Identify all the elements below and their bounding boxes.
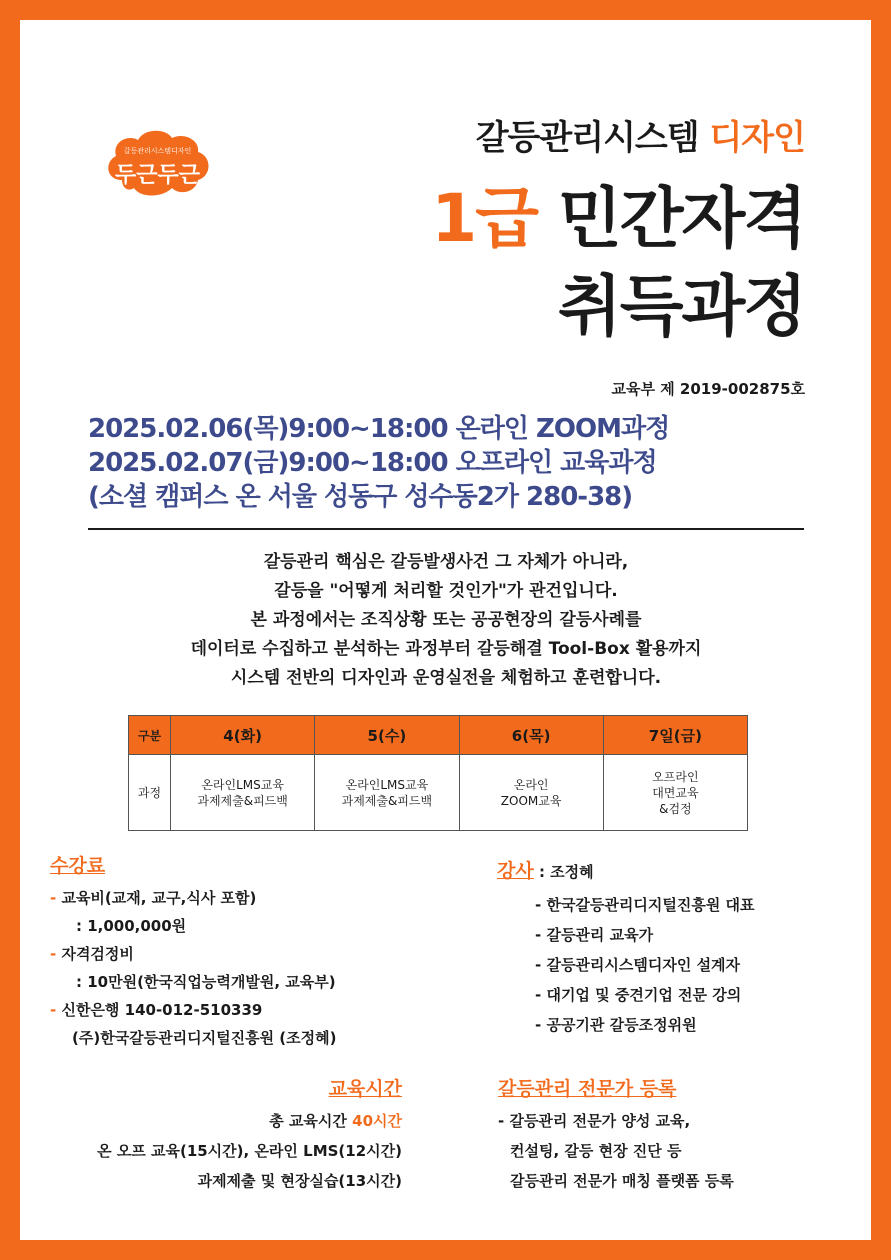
fee-item [50,912,450,940]
intro-paragraph [88,548,804,693]
fee-item-text: (주)한국갈등관리디지털진흥원 (조정혜) [72,1029,337,1047]
hours-line: 온 오프 교육(15시간), 온라인 LMS(12시간) [97,1142,402,1160]
list-item: - 공공기관 갈등조정위원 [535,1016,697,1034]
intro-line: 데이터로 수집하고 분석하는 과정부터 갈등해결 Tool-Box 활용까지 [190,639,702,659]
schedule-header-cell: 6(목) [459,716,603,755]
schedule-cell [315,755,459,831]
schedule-row-label: 과정 [129,755,171,831]
main-title-accent: 1급 [431,180,537,257]
logo-caption: 갈등관리시스템디자인 [123,147,192,155]
intro-line: 갈등관리 핵심은 갈등발생사건 그 자체가 아니라, [263,552,629,572]
brand-logo [100,122,215,204]
expert-title: 갈등관리 전문가 등록 [498,1078,677,1100]
schedule-header-cell: 7일(금) [603,716,747,755]
hours-section [50,1074,402,1196]
list-item: - 대기업 및 중견기업 전문 강의 [535,986,742,1004]
schedule-header-cell: 4(화) [171,716,315,755]
schedule-header-cell: 구분 [129,716,171,755]
fee-section [50,852,450,1052]
subtitle-accent: 디자인 [709,118,805,158]
instructor-section [497,856,857,1040]
main-title-line2: 취득과정 [557,268,805,345]
instructor-name: : 조정혜 [533,863,594,881]
instructor-title: 강사 [497,860,534,882]
poster [20,20,871,1240]
instructor-head [497,856,857,887]
fee-item-text: 신한은행 140-012-510339 [61,1001,263,1019]
list-item: - 한국갈등관리디지털진흥원 대표 [535,896,755,914]
cell-line: 과제제출&피드백 [197,793,288,808]
main-title-line1-rest: 민간자격 [557,180,805,257]
date-line-online: 2025.02.06(목)9:00~18:00 온라인 ZOOM과정 [88,414,670,444]
fee-item [50,968,450,996]
schedule-dates [88,412,808,514]
divider [88,528,804,530]
hours-total-label: 총 교육시간 [269,1112,353,1130]
hours-total-value: 40시간 [352,1112,402,1130]
schedule-cell [171,755,315,831]
subtitle-text: 갈등관리시스템 [475,118,699,158]
expert-line: 갈등관리 전문가 매칭 플랫폼 등록 [510,1172,734,1190]
cell-line: 온라인LMS교육 [201,777,284,792]
fee-title: 수강료 [50,855,106,877]
list-item: - 갈등관리시스템디자인 설계자 [535,956,741,974]
hours-line: 과제제출 및 현장실습(13시간) [197,1172,402,1190]
schedule-table [128,715,748,831]
list-item: - 갈등관리 교육가 [535,926,654,944]
cell-line: 오프라인 [652,769,699,784]
schedule-header-cell: 5(수) [315,716,459,755]
main-title [431,175,805,351]
dash: - [50,945,62,963]
fee-item [50,940,450,968]
cell-line: 온라인LMS교육 [345,777,429,792]
intro-line: 본 과정에서는 조직상황 또는 공공현장의 갈등사례를 [250,610,642,630]
main-title-line1 [431,175,805,263]
schedule-cell [459,755,603,831]
cell-line: 온라인 [513,777,549,792]
schedule-header-row [129,716,748,755]
schedule-cell [603,755,747,831]
fee-item-text: 교육비(교재, 교구,식사 포함) [61,889,257,907]
fee-item [50,996,450,1024]
fee-item [50,884,450,912]
intro-line: 시스템 전반의 디자인과 운영실전을 체험하고 훈련합니다. [230,668,662,688]
dash: - [50,889,62,907]
subtitle [476,110,805,159]
fee-item [50,1024,450,1052]
cell-line: 대면교육 [652,785,699,800]
date-line-offline: 2025.02.07(금)9:00~18:00 오프라인 교육과정 [88,448,657,478]
cell-line: 과제제출&피드백 [341,793,433,808]
fee-item-text: : 1,000,000원 [76,917,187,935]
expert-line: 컨설팅, 갈등 현장 진단 등 [510,1142,682,1160]
cell-line: ZOOM교육 [500,793,562,808]
dash: - [50,1001,62,1019]
fee-item-text: : 10만원(한국직업능력개발원, 교육부) [76,973,336,991]
cell-line: &검정 [659,801,692,816]
instructor-list [497,890,857,1040]
registration-number: 교육부 제 2019-002875호 [611,380,805,398]
venue-line: (소셜 캠퍼스 온 서울 성동구 성수동2가 280-38) [88,482,633,512]
expert-line: - 갈등관리 전문가 양성 교육, [498,1112,691,1130]
hours-total [50,1106,402,1136]
expert-section [498,1074,858,1196]
hours-title: 교육시간 [328,1078,402,1100]
fee-item-text: 자격검정비 [61,945,134,963]
logo-wordmark: 두근두근 [114,163,200,188]
schedule-row [129,755,748,831]
intro-line: 갈등을 "어떻게 처리할 것인가"가 관건입니다. [274,581,618,601]
